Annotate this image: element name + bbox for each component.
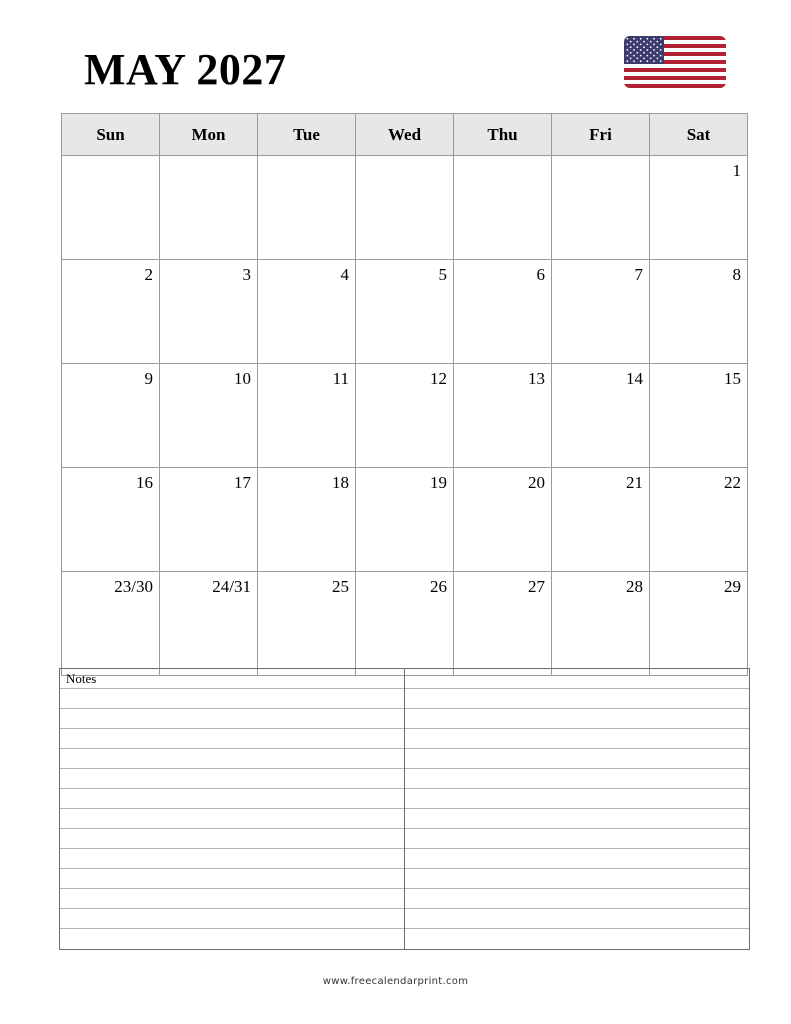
- day-cell: 16: [62, 468, 160, 572]
- day-cell: [552, 156, 650, 260]
- day-cell: 27: [454, 572, 552, 676]
- day-cell: 17: [160, 468, 258, 572]
- day-cell: 18: [258, 468, 356, 572]
- note-line: [60, 789, 404, 809]
- day-cell: 9: [62, 364, 160, 468]
- note-line: [405, 889, 749, 909]
- calendar-grid: [61, 113, 748, 676]
- day-cell: 28: [552, 572, 650, 676]
- day-cell: 13: [454, 364, 552, 468]
- day-cell: 29: [650, 572, 748, 676]
- note-line: [405, 809, 749, 829]
- note-line: [405, 749, 749, 769]
- weekday-sun: Sun: [62, 114, 160, 156]
- day-cell: 21: [552, 468, 650, 572]
- notes-section: [59, 668, 750, 950]
- day-cell: [160, 156, 258, 260]
- note-line: [60, 769, 404, 789]
- weekday-tue: Tue: [258, 114, 356, 156]
- page-title: MAY 2027: [84, 45, 287, 94]
- note-line: [405, 849, 749, 869]
- weekday-header-row: [62, 114, 748, 156]
- note-line: [405, 689, 749, 709]
- day-cell: 23/30: [62, 572, 160, 676]
- note-line: [60, 909, 404, 929]
- day-cell: 10: [160, 364, 258, 468]
- day-cell: 24/31: [160, 572, 258, 676]
- note-line: [405, 789, 749, 809]
- usa-flag-icon: [624, 36, 726, 88]
- day-cell: 3: [160, 260, 258, 364]
- note-line: [60, 729, 404, 749]
- day-cell: [62, 156, 160, 260]
- note-line: [405, 769, 749, 789]
- week-row: [62, 468, 748, 572]
- day-cell: 14: [552, 364, 650, 468]
- day-cell: [356, 156, 454, 260]
- note-line: [60, 749, 404, 769]
- note-line: [60, 829, 404, 849]
- day-cell: 26: [356, 572, 454, 676]
- note-line: [60, 709, 404, 729]
- week-row: [62, 260, 748, 364]
- note-line: [60, 869, 404, 889]
- note-line: [60, 929, 404, 949]
- note-line: [405, 909, 749, 929]
- footer-website: www.freecalendarprint.com: [322, 976, 469, 987]
- note-line: [405, 709, 749, 729]
- day-cell: [454, 156, 552, 260]
- day-cell: 2: [62, 260, 160, 364]
- weekday-thu: Thu: [454, 114, 552, 156]
- note-line: [405, 669, 749, 689]
- day-cell: 11: [258, 364, 356, 468]
- weekday-wed: Wed: [356, 114, 454, 156]
- day-cell: 8: [650, 260, 748, 364]
- day-cell: 15: [650, 364, 748, 468]
- note-line: [60, 849, 404, 869]
- day-cell: 5: [356, 260, 454, 364]
- day-cell: 6: [454, 260, 552, 364]
- day-cell: 25: [258, 572, 356, 676]
- notes-label: Notes: [60, 669, 404, 689]
- weekday-fri: Fri: [552, 114, 650, 156]
- note-line: [60, 889, 404, 909]
- day-cell: 1: [650, 156, 748, 260]
- note-line: [405, 829, 749, 849]
- note-line: [405, 869, 749, 889]
- note-line: [405, 729, 749, 749]
- note-line: [60, 809, 404, 829]
- weekday-sat: Sat: [650, 114, 748, 156]
- day-cell: 7: [552, 260, 650, 364]
- week-row: [62, 572, 748, 676]
- week-row: [62, 364, 748, 468]
- week-row: [62, 156, 748, 260]
- notes-column-right: [405, 669, 749, 949]
- day-cell: [258, 156, 356, 260]
- day-cell: 22: [650, 468, 748, 572]
- notes-column-left: [60, 669, 405, 949]
- weekday-mon: Mon: [160, 114, 258, 156]
- note-line: [60, 689, 404, 709]
- day-cell: 4: [258, 260, 356, 364]
- note-line: [405, 929, 749, 949]
- day-cell: 12: [356, 364, 454, 468]
- day-cell: 20: [454, 468, 552, 572]
- day-cell: 19: [356, 468, 454, 572]
